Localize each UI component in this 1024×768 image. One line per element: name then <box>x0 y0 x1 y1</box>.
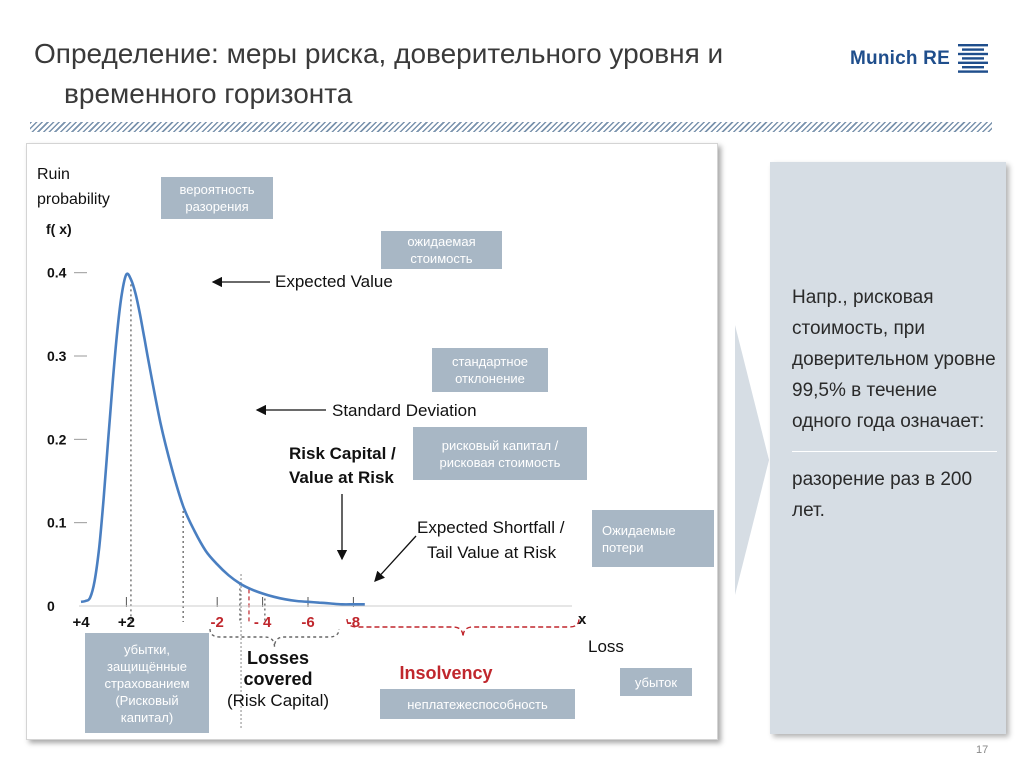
risk-capital-label-line2: Value at Risk <box>289 468 394 487</box>
x-tick-label: +2 <box>117 614 135 631</box>
y-tick-label: 0.2 <box>47 431 67 448</box>
losses-covered-brace <box>210 629 339 647</box>
y-axis-title-line1: Ruin <box>37 166 70 183</box>
y-tick-label: 0.1 <box>47 514 67 531</box>
label-standard-deviation: стандартное отклонение <box>432 348 548 392</box>
standard-deviation-label: Standard Deviation <box>332 401 477 420</box>
munich-re-emblem-icon <box>956 43 990 75</box>
side-panel-paragraph1: Напр., рисковая стоимость, при доверительном уровне 99,5% в течение одного года означает: <box>792 287 996 432</box>
logo-text: Munich RE <box>850 48 950 69</box>
side-panel <box>770 162 1006 734</box>
y-tick-label: 0.3 <box>47 348 67 365</box>
annotation-arrows <box>213 282 416 581</box>
x-tick-label: -2 <box>210 614 224 631</box>
density-curve <box>81 274 365 605</box>
expected-shortfall-label-line2: Tail Value at Risk <box>427 543 557 562</box>
side-panel-paragraph2 <box>792 464 997 526</box>
x-tick-label: +4 <box>72 614 90 631</box>
chart-annotations <box>227 272 565 710</box>
chevron-arrow-icon <box>735 325 769 595</box>
y-axis-fx-label: f( x) <box>46 221 72 237</box>
losses-covered-label-line1: Losses <box>246 648 310 668</box>
y-tick-label: 0 <box>47 598 55 614</box>
x-tick-label: - 4 <box>253 614 272 631</box>
y-tick-label: 0.4 <box>47 264 67 281</box>
y-axis-title-line2: probability <box>37 191 110 208</box>
x-axis-caption: Loss <box>588 637 624 656</box>
label-ruin-probability: вероятность разорения <box>161 177 273 219</box>
losses-covered-label-line3: (Risk Capital) <box>226 691 330 710</box>
x-tick-label: -6 <box>301 614 315 631</box>
slide-title-line2: временного горизонта <box>64 78 353 109</box>
x-tick-label: -8 <box>346 614 361 631</box>
label-expected-value: ожидаемая стоимость <box>381 231 502 269</box>
label-risk-capital: рисковый капитал / рисковая стоимость <box>413 427 587 480</box>
insolvency-label: Insolvency <box>399 663 493 683</box>
side-panel-text <box>792 282 997 526</box>
y-axis-title <box>37 166 110 208</box>
label-insolvency: неплатежеспособность <box>380 689 575 719</box>
munich-re-logo <box>850 42 990 76</box>
label-loss: убыток <box>620 668 692 696</box>
expected-value-label: Expected Value <box>275 272 393 291</box>
side-panel-divider <box>792 451 997 452</box>
x-axis-label: x <box>578 611 587 628</box>
label-expected-losses: Ожидаемые потери <box>592 510 714 567</box>
page-number: 17 <box>976 744 989 756</box>
slide-title <box>34 34 824 114</box>
label-losses-insured: убытки, защищённые страхованием (Рисковый капитал) <box>85 633 209 733</box>
expected-shortfall-label-line1: Expected Shortfall / <box>417 518 565 537</box>
insolvency-brace <box>347 619 579 637</box>
losses-covered-label-line2: covered <box>243 669 313 689</box>
slide-title-line1: Определение: меры риска, доверительного уровня и <box>34 38 724 69</box>
y-axis-ticks <box>47 265 87 614</box>
risk-capital-label-line1: Risk Capital / <box>289 444 396 463</box>
title-divider-hatch <box>30 122 992 132</box>
side-panel-paragraph2-text: разорение раз в 200 лет. <box>792 469 973 521</box>
chart-frame <box>26 143 718 740</box>
expected-shortfall-arrow <box>375 536 416 581</box>
